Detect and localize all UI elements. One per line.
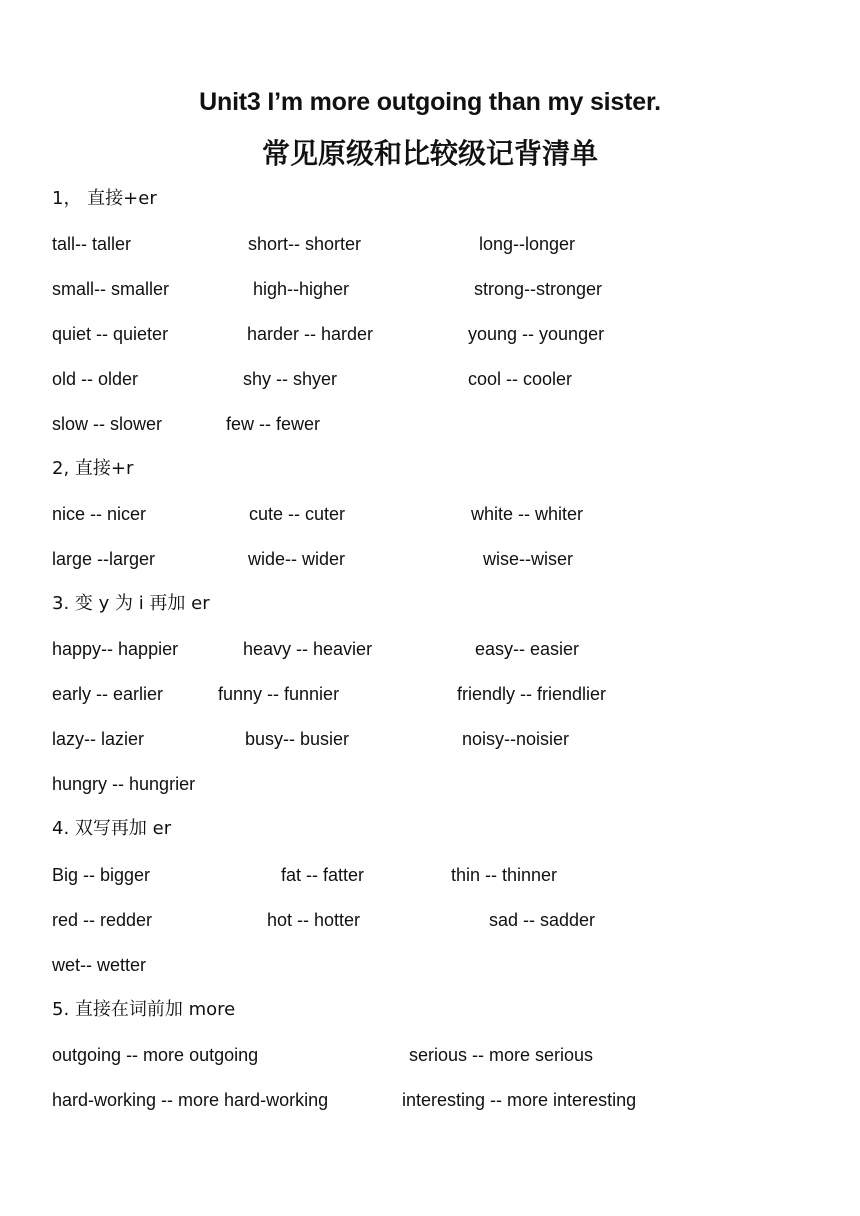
word-pair: early -- earlier	[52, 684, 164, 704]
word-pair: cute -- cuter	[249, 504, 346, 524]
word-pair: Big -- bigger	[52, 865, 151, 885]
word-pair: shy -- shyer	[243, 369, 338, 389]
word-pair: thin -- thinner	[451, 865, 558, 885]
word-pair: sad -- sadder	[489, 910, 596, 930]
word-pair: hungry -- hungrier	[52, 774, 196, 794]
word-pair: busy-- busier	[245, 729, 350, 749]
word-pair: lazy-- lazier	[52, 729, 145, 749]
word-pair: outgoing -- more outgoing	[52, 1045, 259, 1065]
word-pair: white -- whiter	[471, 504, 584, 524]
word-pair: funny -- funnier	[218, 684, 340, 704]
word-pair: small-- smaller	[52, 279, 169, 299]
section-heading-4: 4. 双写再加 er	[52, 818, 172, 839]
section-heading-5: 5. 直接在词前加 more	[52, 999, 236, 1020]
word-pair: tall-- taller	[52, 234, 132, 254]
word-pair: nice -- nicer	[52, 504, 147, 524]
word-pair: old -- older	[52, 369, 139, 389]
word-pair: few -- fewer	[226, 414, 321, 434]
word-pair: heavy -- heavier	[243, 639, 373, 659]
word-pair: cool -- cooler	[468, 369, 573, 389]
word-pair: wise--wiser	[483, 549, 573, 569]
section-heading-1: 1， 直接+er	[52, 188, 157, 209]
section-heading-3: 3. 变 y 为 i 再加 er	[52, 593, 210, 614]
word-pair: short-- shorter	[248, 234, 362, 254]
word-pair: high--higher	[253, 279, 350, 299]
word-pair: hot -- hotter	[267, 910, 361, 930]
page-subtitle: 常见原级和比较级记背清单	[261, 137, 598, 170]
word-pair: wet-- wetter	[52, 955, 147, 975]
word-pair: slow -- slower	[52, 414, 163, 434]
word-pair: interesting -- more interesting	[402, 1090, 637, 1110]
word-pair: large --larger	[52, 549, 156, 569]
word-pair: hard-working -- more hard-working	[52, 1090, 329, 1110]
page-title: Unit3 I’m more outgoing than my sister.	[199, 88, 661, 116]
word-pair: strong--stronger	[474, 279, 603, 299]
section-heading-2: 2, 直接+r	[52, 458, 134, 479]
word-pair: happy-- happier	[52, 639, 179, 659]
word-pair: young -- younger	[468, 324, 605, 344]
word-pair: quiet -- quieter	[52, 324, 169, 344]
word-pair: long--longer	[479, 234, 576, 254]
word-pair: red -- redder	[52, 910, 153, 930]
word-pair: serious -- more serious	[409, 1045, 594, 1065]
word-pair: harder -- harder	[247, 324, 374, 344]
word-pair: easy-- easier	[475, 639, 580, 659]
word-pair: wide-- wider	[248, 549, 346, 569]
word-pair: fat -- fatter	[281, 865, 365, 885]
word-pair: friendly -- friendlier	[457, 684, 607, 704]
word-pair: noisy--noisier	[462, 729, 570, 749]
